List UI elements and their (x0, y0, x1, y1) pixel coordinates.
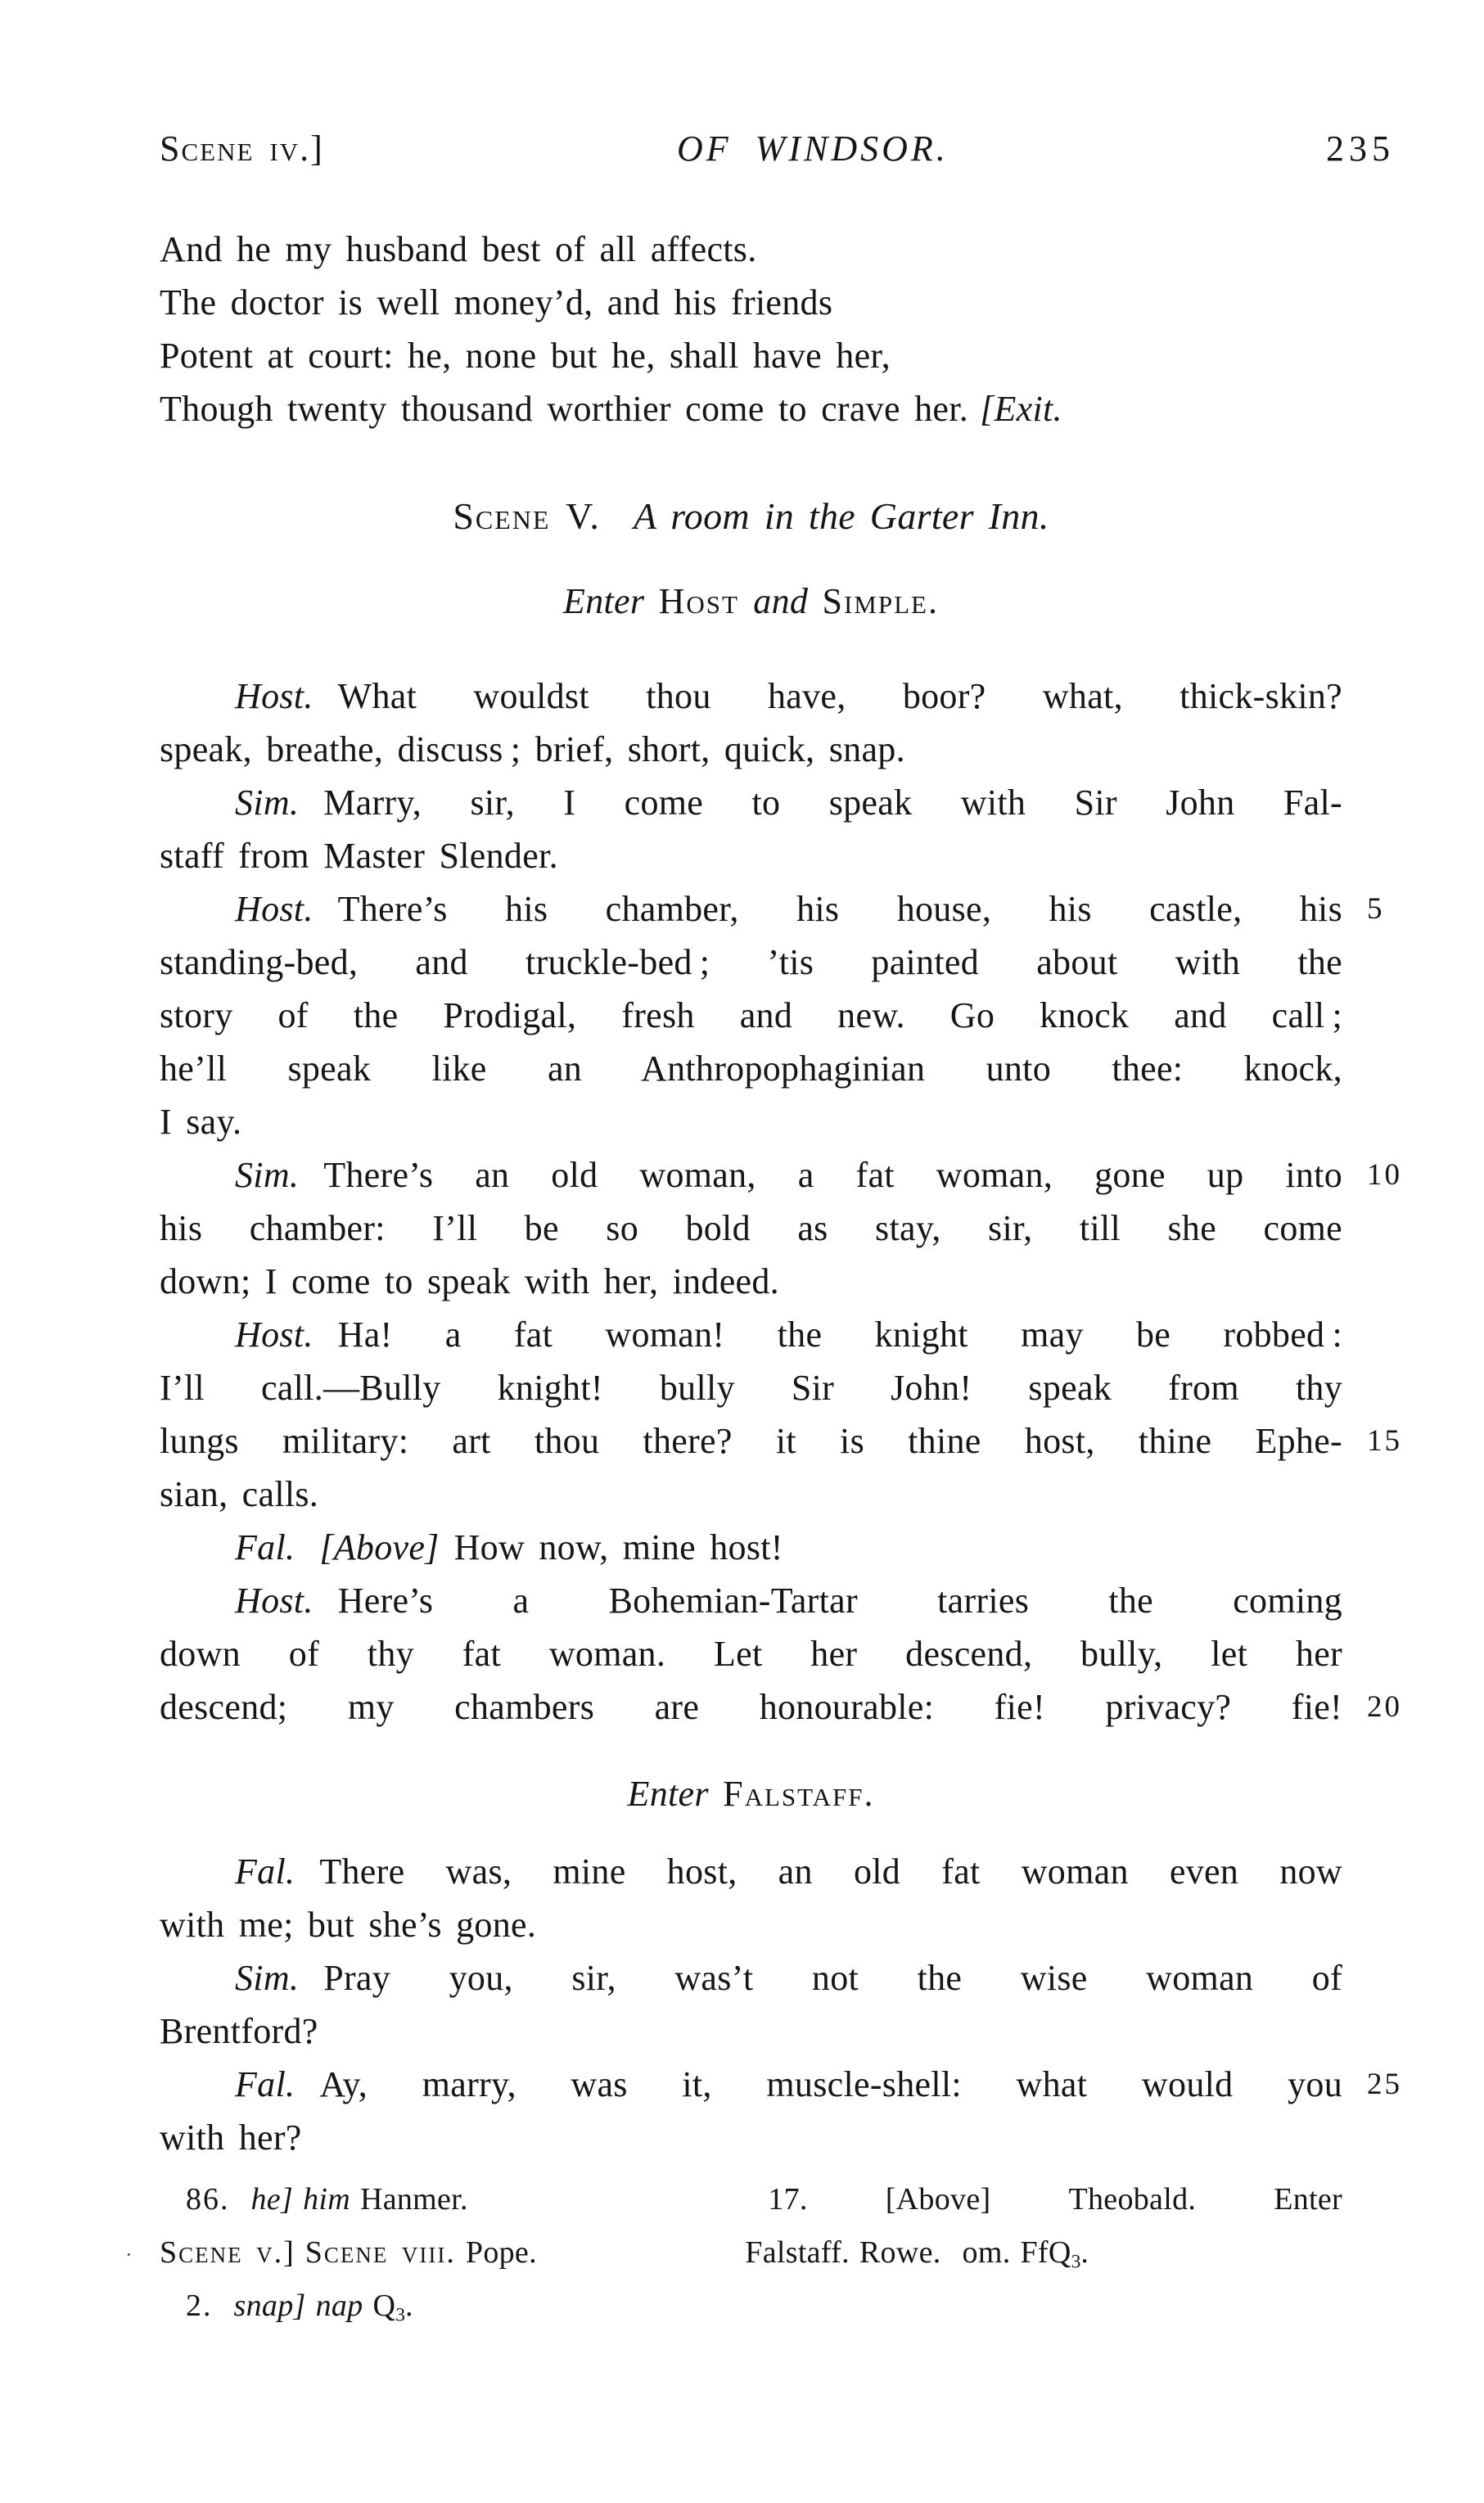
page-header (160, 122, 1395, 175)
speech-text: he’ll speak like an Anthropophaginian unto thee: knock, (160, 1049, 1342, 1089)
dialogue-line (160, 989, 1342, 1042)
speech-text: There’s his chamber, his house, his castle, his (337, 889, 1342, 929)
speaker-abbrev: Host. (235, 889, 313, 929)
character-name-falstaff: Falstaff. (723, 1774, 875, 1814)
speech-text: with me; but she’s gone. (160, 1905, 537, 1945)
note-reading: nap (315, 2289, 363, 2323)
dialogue-block (160, 670, 1402, 1734)
note-lemma: Scene v.] (160, 2235, 295, 2270)
stage-direction-enter-falstaff (160, 1767, 1342, 1820)
dialogue-line (160, 1468, 1342, 1521)
speech-text: There’s an old woman, a fat woman, gone up into (323, 1155, 1342, 1195)
dialogue-line (160, 2111, 1342, 2164)
dialogue-line (160, 1574, 1342, 1627)
speech-text: story of the Prodigal, fresh and new. Go knock and call ; (160, 995, 1342, 1035)
enter-word: Enter (563, 581, 645, 621)
dialogue-line (160, 1255, 1342, 1308)
speech-text: I say. (160, 1102, 242, 1142)
note-editor: Rowe. (859, 2235, 941, 2270)
speech-text: Ay, marry, was it, muscle-shell: what would you (319, 2064, 1342, 2104)
note-line-ref: 2. (186, 2289, 213, 2323)
line-number: 10 (1367, 1158, 1402, 1192)
dialogue-line (160, 1521, 1342, 1574)
speaker-abbrev: Host. (235, 676, 313, 716)
character-name-host: Host (658, 581, 739, 621)
verse-text: The doctor is well money’d, and his friends (160, 282, 833, 322)
apparatus-note (125, 2226, 704, 2280)
stage-direction-enter-host-simple (160, 575, 1342, 628)
speaker-abbrev: Sim. (235, 1155, 300, 1195)
note-siglum: FfQ (1020, 2235, 1071, 2270)
verse-line (160, 329, 1342, 382)
verse-text: Potent at court: he, none but he, shall have her, (160, 336, 891, 376)
apparatus-note (745, 2173, 1342, 2226)
speech-text: down of thy fat woman. Let her descend, bully, let her (160, 1634, 1342, 1674)
speech-text: There was, mine host, an old fat woman even now (319, 1851, 1342, 1892)
note-lemma: he] (250, 2182, 294, 2217)
dialogue-line (160, 882, 1385, 936)
speaker-abbrev: Sim. (235, 782, 300, 823)
note-period: . (405, 2289, 413, 2323)
speech-text: down; I come to speak with her, indeed. (160, 1261, 779, 1301)
speech-text: staff from Master Slender. (160, 836, 558, 876)
dialogue-line (160, 829, 1342, 882)
verse-line (160, 223, 1342, 276)
note-siglum: Q (372, 2289, 396, 2323)
enter-word: Enter (627, 1774, 709, 1814)
dialogue-line (160, 1845, 1342, 1898)
speech-text: with her? (160, 2117, 302, 2158)
dialogue-line (160, 1042, 1342, 1095)
character-name-simple: Simple. (822, 581, 939, 621)
speech-text: speak, breathe, discuss ; brief, short, quick, snap. (160, 729, 905, 769)
note-direction-word: Enter (1274, 2182, 1342, 2217)
note-lemma: snap] (233, 2289, 306, 2323)
verse-line (160, 382, 1342, 435)
note-direction-word: Falstaff. (745, 2235, 850, 2270)
siglum-subscript: 3 (395, 2304, 406, 2326)
exit-stage-direction: [Exit. (980, 389, 1062, 429)
speech-text: Pray you, sir, was’t not the wise woman of (323, 1958, 1342, 1998)
inline-stage-direction: [Above] (319, 1527, 440, 1567)
speech-text: Marry, sir, I come to speak with Sir John Fal- (323, 782, 1342, 823)
dialogue-line (160, 1095, 1342, 1148)
dialogue-line (160, 936, 1342, 989)
note-bracket: [Above] (885, 2182, 991, 2217)
note-period: . (1080, 2235, 1089, 2270)
dialogue-line (160, 1951, 1342, 2005)
dialogue-line (160, 1308, 1342, 1361)
speech-text: Here’s a Bohemian-Tartar tarries the coming (337, 1581, 1342, 1621)
note-editor: Hanmer. (359, 2182, 468, 2217)
note-om: om. (962, 2235, 1011, 2270)
page-number: 235 (1326, 129, 1395, 169)
line-number: 5 (1367, 892, 1385, 926)
running-title: OF WINDSOR. (677, 129, 949, 169)
dialogue-line (160, 1680, 1402, 1734)
speaker-abbrev: Host. (235, 1315, 313, 1355)
dialogue-line (160, 670, 1342, 723)
line-number: 25 (1367, 2068, 1402, 2101)
note-reading: Scene viii. (304, 2235, 456, 2270)
line-number: 15 (1367, 1424, 1402, 1458)
verse-text: Though twenty thousand worthier come to crave her. (160, 389, 969, 429)
speech-text: lungs military: art thou there? it is thine host, thine Ephe- (160, 1421, 1342, 1461)
apparatus-note (160, 2280, 704, 2343)
speech-text: How now, mine host! (453, 1527, 783, 1567)
speech-text: descend; my chambers are honourable: fie! privacy? fie! (160, 1687, 1342, 1727)
siglum-subscript: 3 (1071, 2251, 1081, 2273)
apparatus-right-column (745, 2173, 1342, 2289)
scene-heading-label: Scene V. (453, 495, 601, 537)
scene-heading (160, 489, 1342, 543)
scene-location: A room in the Garter Inn. (633, 495, 1049, 537)
dialogue-line (160, 1202, 1342, 1255)
speech-text: Ha! a fat woman! the knight may be robbed : (337, 1315, 1342, 1355)
apparatus-left-column (125, 2173, 704, 2343)
speech-text: sian, calls. (160, 1474, 319, 1514)
speech-text: I’ll call.—Bully knight! bully Sir John! speak from thy (160, 1368, 1342, 1408)
note-editor: Pope. (465, 2235, 537, 2270)
speech-text: Brentford? (160, 2011, 318, 2051)
dialogue-line (160, 2058, 1402, 2111)
and-word: and (753, 581, 809, 621)
speech-text: his chamber: I’ll be so bold as stay, sir, till she come (160, 1208, 1342, 1248)
dialogue-line (160, 1898, 1342, 1951)
note-reading: him (303, 2182, 350, 2217)
dialogue-line (160, 723, 1342, 776)
verse-line (160, 276, 1342, 329)
note-line-ref: 17. (768, 2182, 808, 2217)
speech-text: standing-bed, and truckle-bed ; ’tis painted about with the (160, 942, 1342, 982)
verse-block (160, 223, 1342, 435)
dialogue-line (160, 776, 1342, 829)
speaker-abbrev: Sim. (235, 1958, 300, 1998)
line-number: 20 (1367, 1690, 1402, 1724)
print-speck: · (125, 2243, 133, 2266)
speech-text: What wouldst thou have, boor? what, thick-skin? (337, 676, 1342, 716)
dialogue-line (160, 1414, 1402, 1468)
note-editor: Theobald. (1068, 2182, 1197, 2217)
note-line-ref: 86. (186, 2182, 230, 2217)
speaker-abbrev: Fal. (235, 1851, 295, 1892)
verse-text: And he my husband best of all affects. (160, 229, 757, 269)
dialogue-line (160, 1627, 1342, 1680)
dialogue-line (160, 2005, 1342, 2058)
dialogue-block (160, 1845, 1402, 2164)
apparatus-note (745, 2226, 1342, 2289)
dialogue-line (160, 1361, 1342, 1414)
header-scene-label: Scene iv.] (160, 129, 324, 169)
speaker-abbrev: Host. (235, 1581, 313, 1621)
apparatus-note (160, 2173, 704, 2226)
critical-apparatus (125, 2173, 1342, 2343)
speaker-abbrev: Fal. (235, 2064, 295, 2104)
speaker-abbrev: Fal. (235, 1527, 295, 1567)
dialogue-line (160, 1148, 1402, 1202)
